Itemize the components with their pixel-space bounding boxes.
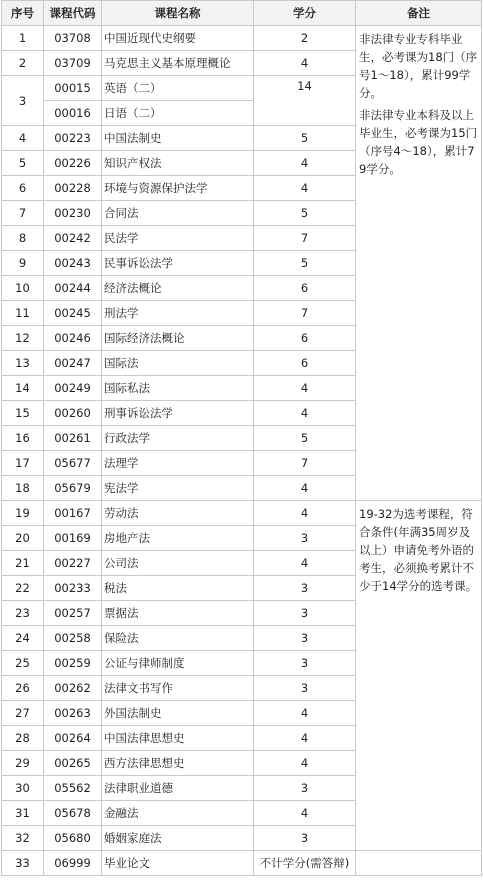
cell-code: 05562 xyxy=(44,776,102,801)
cell-name: 房地产法 xyxy=(102,526,254,551)
cell-name: 中国法制史 xyxy=(102,126,254,151)
cell-no: 28 xyxy=(2,726,44,751)
cell-no: 32 xyxy=(2,826,44,851)
cell-code: 00262 xyxy=(44,676,102,701)
cell-no: 6 xyxy=(2,176,44,201)
cell-code: 00257 xyxy=(44,601,102,626)
cell-name: 税法 xyxy=(102,576,254,601)
cell-no: 13 xyxy=(2,351,44,376)
cell-credit: 7 xyxy=(254,226,356,251)
remark-associate-degree: 非法律专业专科毕业生，必考课为18门（序号1～18），累计99学分。 xyxy=(359,32,478,100)
cell-no: 17 xyxy=(2,451,44,476)
cell-credit: 7 xyxy=(254,301,356,326)
cell-code: 00259 xyxy=(44,651,102,676)
cell-name: 知识产权法 xyxy=(102,151,254,176)
cell-credit: 3 xyxy=(254,776,356,801)
cell-code: 05680 xyxy=(44,826,102,851)
cell-code: 00246 xyxy=(44,326,102,351)
cell-code: 00015 xyxy=(44,76,102,101)
cell-no: 4 xyxy=(2,126,44,151)
cell-code: 00242 xyxy=(44,226,102,251)
cell-no: 26 xyxy=(2,676,44,701)
cell-no: 19 xyxy=(2,501,44,526)
cell-no: 15 xyxy=(2,401,44,426)
cell-no: 14 xyxy=(2,376,44,401)
cell-name: 公证与律师制度 xyxy=(102,651,254,676)
cell-code: 05678 xyxy=(44,801,102,826)
remark-bachelor-degree: 非法律专业本科及以上毕业生，必考课为15门（序号4～18），累计79学分。 xyxy=(359,108,478,176)
cell-no: 1 xyxy=(2,26,44,51)
remark-required-courses xyxy=(356,26,482,501)
cell-code: 05679 xyxy=(44,476,102,501)
cell-name: 宪法学 xyxy=(102,476,254,501)
cell-name: 国际经济法概论 xyxy=(102,326,254,351)
cell-code: 00167 xyxy=(44,501,102,526)
cell-name: 刑事诉讼法学 xyxy=(102,401,254,426)
cell-no: 11 xyxy=(2,301,44,326)
cell-no: 20 xyxy=(2,526,44,551)
cell-code: 00233 xyxy=(44,576,102,601)
cell-name: 日语（二） xyxy=(102,101,254,126)
cell-name: 环境与资源保护法学 xyxy=(102,176,254,201)
cell-code: 00263 xyxy=(44,701,102,726)
cell-name: 国际法 xyxy=(102,351,254,376)
cell-name: 国际私法 xyxy=(102,376,254,401)
cell-no: 31 xyxy=(2,801,44,826)
cell-credit: 4 xyxy=(254,726,356,751)
cell-name: 保险法 xyxy=(102,626,254,651)
cell-code: 00227 xyxy=(44,551,102,576)
cell-code: 00264 xyxy=(44,726,102,751)
cell-name: 公司法 xyxy=(102,551,254,576)
cell-no: 23 xyxy=(2,601,44,626)
cell-credit: 5 xyxy=(254,126,356,151)
cell-credit: 4 xyxy=(254,801,356,826)
cell-no: 24 xyxy=(2,626,44,651)
cell-credit: 4 xyxy=(254,151,356,176)
cell-no: 29 xyxy=(2,751,44,776)
header-no: 序号 xyxy=(2,1,44,26)
cell-no: 7 xyxy=(2,201,44,226)
cell-code: 00243 xyxy=(44,251,102,276)
cell-code: 06999 xyxy=(44,851,102,876)
remark-elective-courses: 19-32为选考课程，符合条件(年满35周岁及以上）申请免考外语的考生，必须换考累计不少于14学分的选考课。 xyxy=(356,501,482,851)
cell-name: 中国法律思想史 xyxy=(102,726,254,751)
cell-name: 票据法 xyxy=(102,601,254,626)
cell-code: 00230 xyxy=(44,201,102,226)
cell-no: 12 xyxy=(2,326,44,351)
cell-credit: 3 xyxy=(254,626,356,651)
cell-code: 00247 xyxy=(44,351,102,376)
cell-credit: 4 xyxy=(254,701,356,726)
cell-credit: 4 xyxy=(254,751,356,776)
cell-name: 民法学 xyxy=(102,226,254,251)
cell-no: 10 xyxy=(2,276,44,301)
header-credit: 学分 xyxy=(254,1,356,26)
cell-credit: 4 xyxy=(254,551,356,576)
cell-name: 英语（二） xyxy=(102,76,254,101)
cell-credit: 6 xyxy=(254,276,356,301)
cell-credit: 不计学分(需答辩) xyxy=(254,851,356,876)
cell-credit: 6 xyxy=(254,351,356,376)
cell-code: 05677 xyxy=(44,451,102,476)
cell-name: 合同法 xyxy=(102,201,254,226)
cell-credit: 4 xyxy=(254,401,356,426)
cell-no: 27 xyxy=(2,701,44,726)
cell-no: 16 xyxy=(2,426,44,451)
cell-name: 经济法概论 xyxy=(102,276,254,301)
cell-name: 行政法学 xyxy=(102,426,254,451)
cell-credit: 2 xyxy=(254,26,356,51)
cell-no: 21 xyxy=(2,551,44,576)
cell-code: 00169 xyxy=(44,526,102,551)
cell-code: 00261 xyxy=(44,426,102,451)
cell-no: 9 xyxy=(2,251,44,276)
course-table xyxy=(1,0,482,876)
cell-name: 中国近现代史纲要 xyxy=(102,26,254,51)
cell-no: 22 xyxy=(2,576,44,601)
cell-name: 金融法 xyxy=(102,801,254,826)
cell-name: 婚姻家庭法 xyxy=(102,826,254,851)
cell-credit: 3 xyxy=(254,676,356,701)
header-code: 课程代码 xyxy=(44,1,102,26)
header-row xyxy=(2,1,482,26)
cell-code: 03709 xyxy=(44,51,102,76)
cell-no: 5 xyxy=(2,151,44,176)
cell-name: 法律文书写作 xyxy=(102,676,254,701)
table-row xyxy=(2,26,482,51)
cell-no: 25 xyxy=(2,651,44,676)
cell-name: 毕业论文 xyxy=(102,851,254,876)
cell-name: 法理学 xyxy=(102,451,254,476)
cell-code: 00260 xyxy=(44,401,102,426)
header-name: 课程名称 xyxy=(102,1,254,26)
cell-code: 00223 xyxy=(44,126,102,151)
cell-name: 刑法学 xyxy=(102,301,254,326)
cell-name: 民事诉讼法学 xyxy=(102,251,254,276)
table-row xyxy=(2,851,482,876)
remark-empty xyxy=(356,851,482,876)
cell-code: 00265 xyxy=(44,751,102,776)
cell-credit: 3 xyxy=(254,526,356,551)
cell-credit: 4 xyxy=(254,501,356,526)
cell-name: 法律职业道德 xyxy=(102,776,254,801)
header-remark: 备注 xyxy=(356,1,482,26)
cell-no: 18 xyxy=(2,476,44,501)
cell-credit: 5 xyxy=(254,426,356,451)
cell-no: 3 xyxy=(2,76,44,126)
cell-credit: 3 xyxy=(254,576,356,601)
cell-credit: 7 xyxy=(254,451,356,476)
cell-credit: 3 xyxy=(254,651,356,676)
cell-no: 30 xyxy=(2,776,44,801)
cell-code: 00245 xyxy=(44,301,102,326)
cell-credit: 3 xyxy=(254,601,356,626)
cell-no: 33 xyxy=(2,851,44,876)
cell-code: 00244 xyxy=(44,276,102,301)
cell-name: 外国法制史 xyxy=(102,701,254,726)
cell-code: 00016 xyxy=(44,101,102,126)
cell-credit: 4 xyxy=(254,51,356,76)
cell-name: 劳动法 xyxy=(102,501,254,526)
cell-name: 马克思主义基本原理概论 xyxy=(102,51,254,76)
cell-code: 00249 xyxy=(44,376,102,401)
cell-no: 8 xyxy=(2,226,44,251)
cell-credit: 5 xyxy=(254,251,356,276)
cell-name: 西方法律思想史 xyxy=(102,751,254,776)
cell-no: 2 xyxy=(2,51,44,76)
table-row xyxy=(2,501,482,526)
cell-credit: 4 xyxy=(254,476,356,501)
cell-code: 00258 xyxy=(44,626,102,651)
cell-credit: 4 xyxy=(254,176,356,201)
cell-credit: 5 xyxy=(254,201,356,226)
cell-code: 00226 xyxy=(44,151,102,176)
cell-credit: 3 xyxy=(254,826,356,851)
cell-credit: 4 xyxy=(254,376,356,401)
cell-credit: 6 xyxy=(254,326,356,351)
cell-code: 03708 xyxy=(44,26,102,51)
cell-code: 00228 xyxy=(44,176,102,201)
cell-credit: 14 xyxy=(254,76,356,126)
